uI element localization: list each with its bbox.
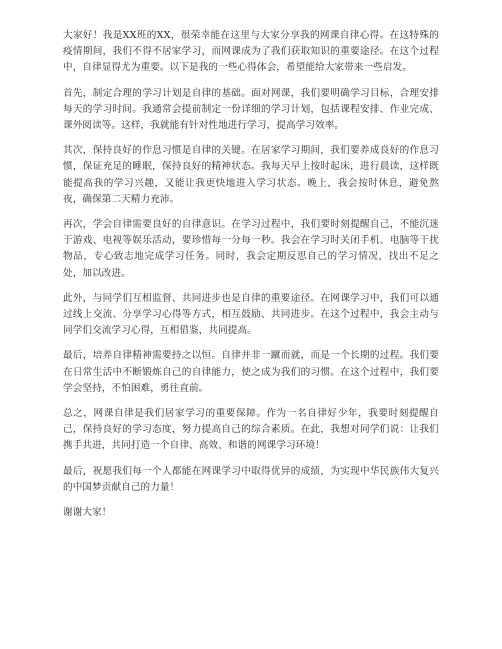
paragraph-persistence: 最后，培养自律精神需要持之以恒。自律并非一蹴而就，而是一个长期的过程。我们要在日常生活中不断锻炼自己的自律能力，使之成为我们的习惯。在这个过程中，我们要学会坚持，不怕困难，勇往直前。 — [63, 350, 439, 394]
paragraph-awareness: 再次，学会自律需要良好的自律意识。在学习过程中，我们要时刻提醒自己，不能沉迷于游戏、电视等娱乐活动，要珍惜每一分每一秒。我会在学习时关闭手机、电脑等干扰物品，专心致志地完成学习任务。同时，我会定期反思自己的学习情况，找出不足之处，加以改进。 — [63, 219, 439, 279]
document-page — [63, 28, 439, 530]
paragraph-peer-supervision: 此外，与同学们互相监督、共同进步也是自律的重要途径。在网课学习中，我们可以通过线上交流、分享学习心得等方式，相互鼓励、共同进步。在这个过程中，我会主动与同学们交流学习心得，互相借鉴，共同提高。 — [63, 292, 439, 337]
paragraph-wishes: 最后，祝愿我们每一个人都能在网课学习中取得优异的成绩，为实现中华民族伟大复兴的中国梦贡献自己的力量！ — [63, 465, 439, 493]
closing-thanks: 谢谢大家！ — [63, 507, 112, 519]
paragraph-study-plan: 首先，制定合理的学习计划是自律的基础。面对网课，我们要明确学习目标，合理安排每天的学习时间。我通常会提前制定一份详细的学习计划，包括课程安排、作业完成、课外阅读等。这样，我就能有针对性地进行学习，提高学习效率。 — [63, 87, 439, 132]
paragraph-routine: 其次，保持良好的作息习惯是自律的关键。在居家学习期间，我们要养成良好的作息习惯，保证充足的睡眠，保持良好的精神状态。我每天早上按时起床，进行晨读，这样既能提高我的学习兴趣，又能让我更快地进入学习状态。晚上，我会按时休息，避免熬夜，确保第二天精力充沛。 — [63, 145, 439, 205]
paragraph-intro: 大家好！我是XX班的XX，很荣幸能在这里与大家分享我的网课自律心得。在这特殊的疫情期间，我们不得不居家学习，而网课成为了我们获取知识的重要途径。在这个过程中，自律显得尤为重要。以下是我的一些心得体会，希望能给大家带来一些启发。 — [63, 30, 439, 74]
paragraph-summary: 总之，网课自律是我们居家学习的重要保障。作为一名自律好少年，我要时刻提醒自己，保持良好的学习态度，努力提高自己的综合素质。在此，我想对同学们说：让我们携手共进，共同打造一个自律、高效、和谐的网课学习环境！ — [63, 408, 439, 452]
